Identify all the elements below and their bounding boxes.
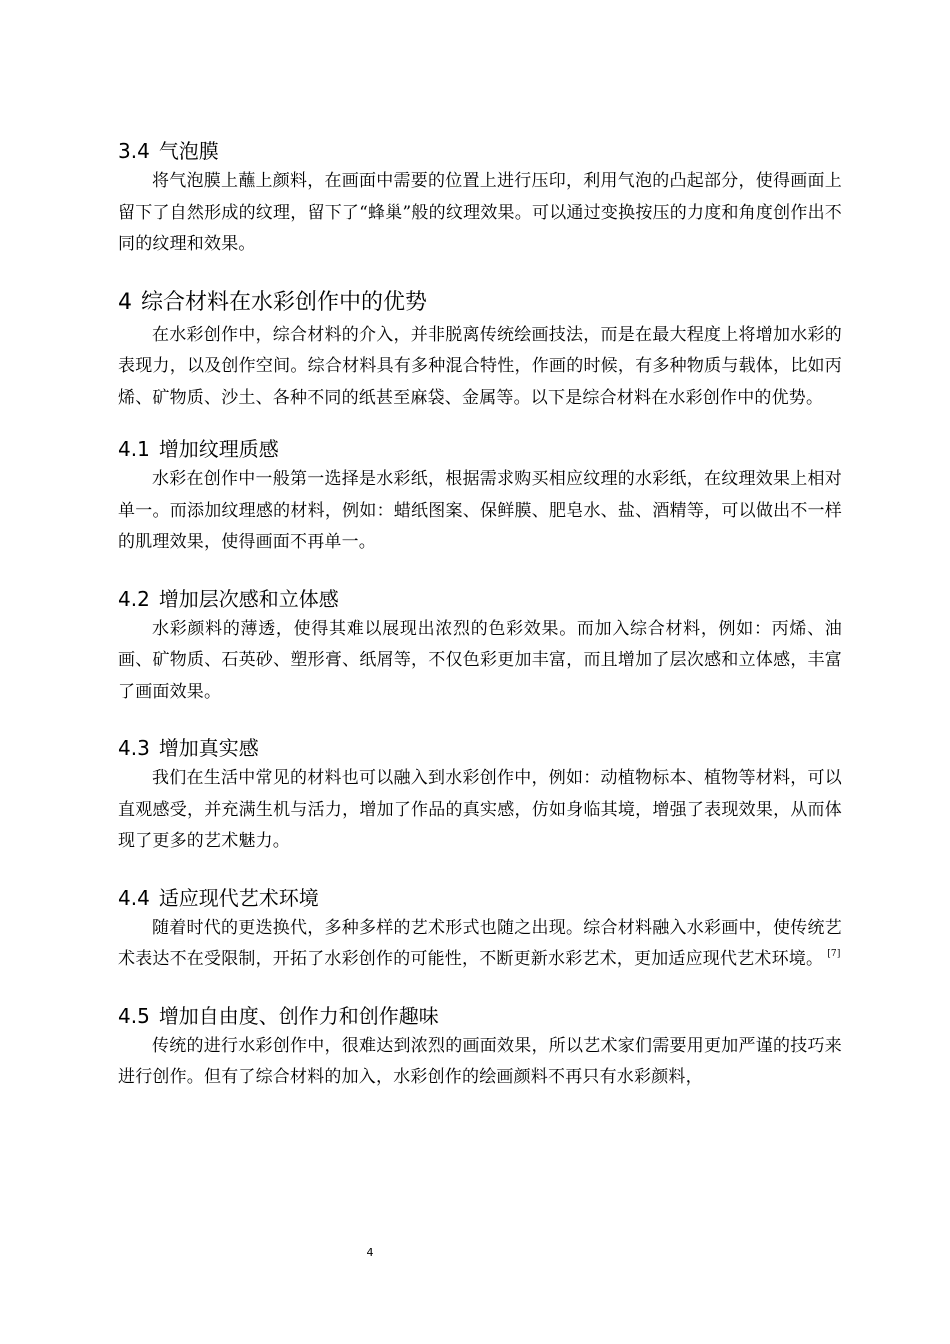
section-4-4 bbox=[118, 883, 842, 976]
section-heading bbox=[118, 1001, 842, 1031]
section-title: 气泡膜 bbox=[158, 139, 219, 163]
section-number: 4.5 bbox=[118, 1003, 150, 1028]
section-paragraph: 我们在生活中常见的材料也可以融入到水彩创作中，例如：动植物标本、植物等材料，可以直观感受，并充满生机与活力，增加了作品的真实感，仿如身临其境，增强了表现效果，从而体现了更多的艺术魅力。 bbox=[118, 768, 842, 851]
section-title: 增加纹理质感 bbox=[158, 437, 279, 461]
section-paragraph: 水彩在创作中一般第一选择是水彩纸，根据需求购买相应纹理的水彩纸，在纹理效果上相对单一。而添加纹理感的材料，例如：蜡纸图案、保鲜膜、肥皂水、盐、酒精等，可以做出不一样的肌理效果，使得画面不再单一。 bbox=[118, 469, 842, 552]
section-title: 增加真实感 bbox=[158, 736, 259, 760]
section-heading bbox=[118, 883, 842, 913]
section-4 bbox=[118, 286, 842, 415]
citation-marker[interactable]: [7] bbox=[827, 949, 841, 959]
section-paragraph: 在水彩创作中，综合材料的介入，并非脱离传统绘画技法，而是在最大程度上将增加水彩的表现力，以及创作空间。综合材料具有多种混合特性，作画的时候，有多种物质与载体，比如丙烯、矿物质、沙土、各种不同的纸甚至麻袋、金属等。以下是综合材料在水彩创作中的优势。 bbox=[118, 324, 842, 408]
section-number: 4.2 bbox=[118, 586, 150, 611]
section-paragraph bbox=[118, 913, 842, 976]
section-paragraph: 传统的进行水彩创作中，很难达到浓烈的画面效果，所以艺术家们需要用更加严谨的技巧来进行创作。但有了综合材料的加入，水彩创作的绘画颜料不再只有水彩颜料， bbox=[118, 1035, 842, 1087]
section-title: 增加层次感和立体感 bbox=[158, 586, 339, 611]
section-4-2 bbox=[118, 584, 842, 709]
page-footer bbox=[0, 1246, 950, 1259]
document-body bbox=[118, 136, 842, 1119]
section-number: 4.1 bbox=[118, 437, 150, 461]
section-heading bbox=[118, 136, 842, 166]
section-number: 4.4 bbox=[118, 885, 150, 910]
section-heading bbox=[118, 584, 842, 614]
page-number: 4 bbox=[366, 1246, 374, 1259]
section-3-4 bbox=[118, 136, 842, 261]
section-number: 4.3 bbox=[118, 736, 150, 760]
paragraph-text: 随着时代的更迭换代，多种多样的艺术形式也随之出现。综合材料融入水彩画中，使传统艺术表达不在受限制，开拓了水彩创作的可能性，不断更新水彩艺术，更加适应现代艺术环境。 bbox=[118, 917, 842, 969]
section-paragraph: 水彩颜料的薄透，使得其难以展现出浓烈的色彩效果。而加入综合材料，例如：丙烯、油画、矿物质、石英砂、塑形膏、纸屑等，不仅色彩更加丰富，而且增加了层次感和立体感，丰富了画面效果。 bbox=[118, 618, 842, 702]
section-title: 适应现代艺术环境 bbox=[158, 885, 319, 910]
section-4-1 bbox=[118, 434, 842, 559]
section-paragraph: 将气泡膜上蘸上颜料，在画面中需要的位置上进行压印，利用气泡的凸起部分，使得画面上留下了自然形成的纹理，留下了“蜂巢”般的纹理效果。可以通过变换按压的力度和角度创作出不同的纹理和效果。 bbox=[118, 171, 842, 254]
section-heading bbox=[118, 434, 842, 464]
section-title: 综合材料在水彩创作中的优势 bbox=[141, 289, 428, 315]
section-number: 4 bbox=[118, 289, 132, 315]
section-title: 增加自由度、创作力和创作趣味 bbox=[158, 1003, 439, 1028]
section-heading bbox=[118, 733, 842, 763]
chapter-heading bbox=[118, 286, 842, 320]
section-4-5 bbox=[118, 1001, 842, 1094]
section-4-3 bbox=[118, 733, 842, 858]
section-number: 3.4 bbox=[118, 139, 150, 163]
